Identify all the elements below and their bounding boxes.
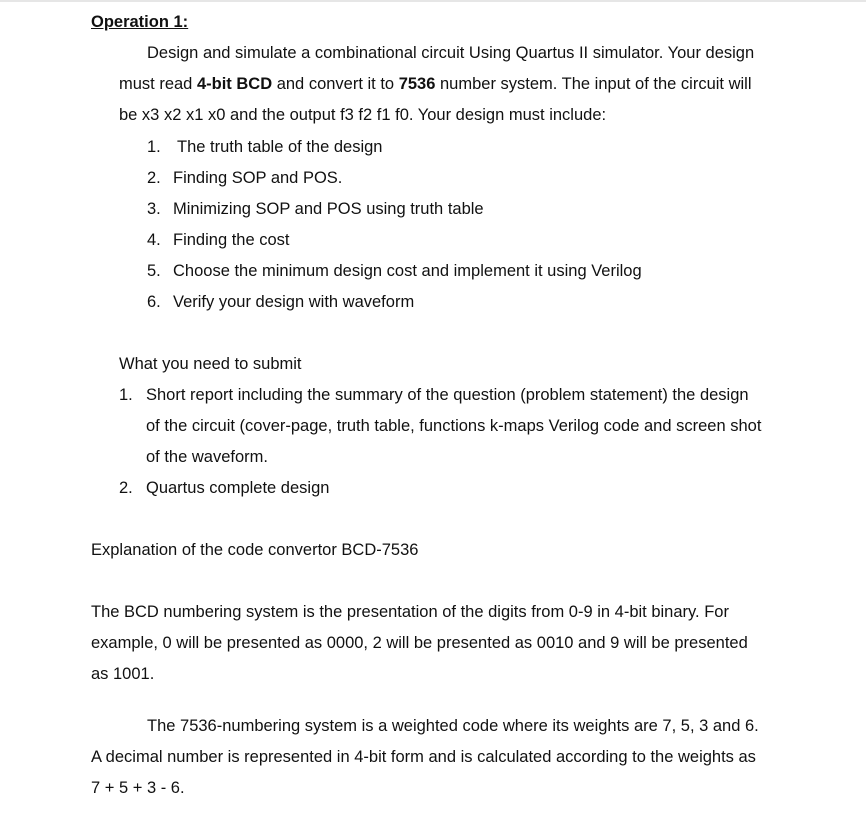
submit-item-1-line-3: of the waveform. xyxy=(146,448,268,466)
bcd-bold-text: 4-bit BCD xyxy=(196,75,273,93)
bcd-paragraph-line-2: example, 0 will be presented as 0000, 2 will be presented as 0010 and 9 will be presented xyxy=(91,634,748,652)
requirement-item-4: 4. Finding the cost xyxy=(147,231,290,249)
intro-line-2: must read 4-bit BCD and convert it to 7536 number system. The input of the circuit will xyxy=(119,75,752,93)
bcd-paragraph-line-3: as 1001. xyxy=(91,665,155,683)
requirement-item-2: 2. Finding SOP and POS. xyxy=(147,169,343,187)
weighted-paragraph-line-1: The 7536-numbering system is a weighted code where its weights are 7, 5, 3 and 6. xyxy=(147,717,759,735)
requirement-item-5: 5. Choose the minimum design cost and implement it using Verilog xyxy=(147,262,642,280)
section-heading: Operation 1: xyxy=(91,13,189,31)
intro-line-3: be x3 x2 x1 x0 and the output f3 f2 f1 f0. Your design must include: xyxy=(119,106,607,124)
bcd-paragraph-line-1: The BCD numbering system is the presentation of the digits from 0-9 in 4-bit binary. For xyxy=(91,603,729,621)
top-divider xyxy=(0,0,866,2)
requirement-item-6: 6. Verify your design with waveform xyxy=(147,293,415,311)
explanation-title: Explanation of the code convertor BCD-7536 xyxy=(91,541,419,559)
weighted-paragraph-line-3: 7 + 5 + 3 - 6. xyxy=(91,779,185,797)
submit-item-1-line-2: of the circuit (cover-page, truth table, functions k-maps Verilog code and screen shot xyxy=(146,417,762,435)
weighted-paragraph-line-2: A decimal number is represented in 4-bit form and is calculated according to the weights as xyxy=(91,748,756,766)
submit-title: What you need to submit xyxy=(119,355,302,373)
requirement-item-3: 3. Minimizing SOP and POS using truth table xyxy=(147,200,484,218)
submit-item-1: 1. Short report including the summary of the question (problem statement) the design xyxy=(119,386,749,404)
requirement-item-1: 1. The truth table of the design xyxy=(147,138,383,156)
intro-line-1: Design and simulate a combinational circuit Using Quartus II simulator. Your design xyxy=(147,44,755,62)
submit-item-2: 2. Quartus complete design xyxy=(119,479,330,497)
number-system-bold-text: 7536 xyxy=(398,75,436,93)
